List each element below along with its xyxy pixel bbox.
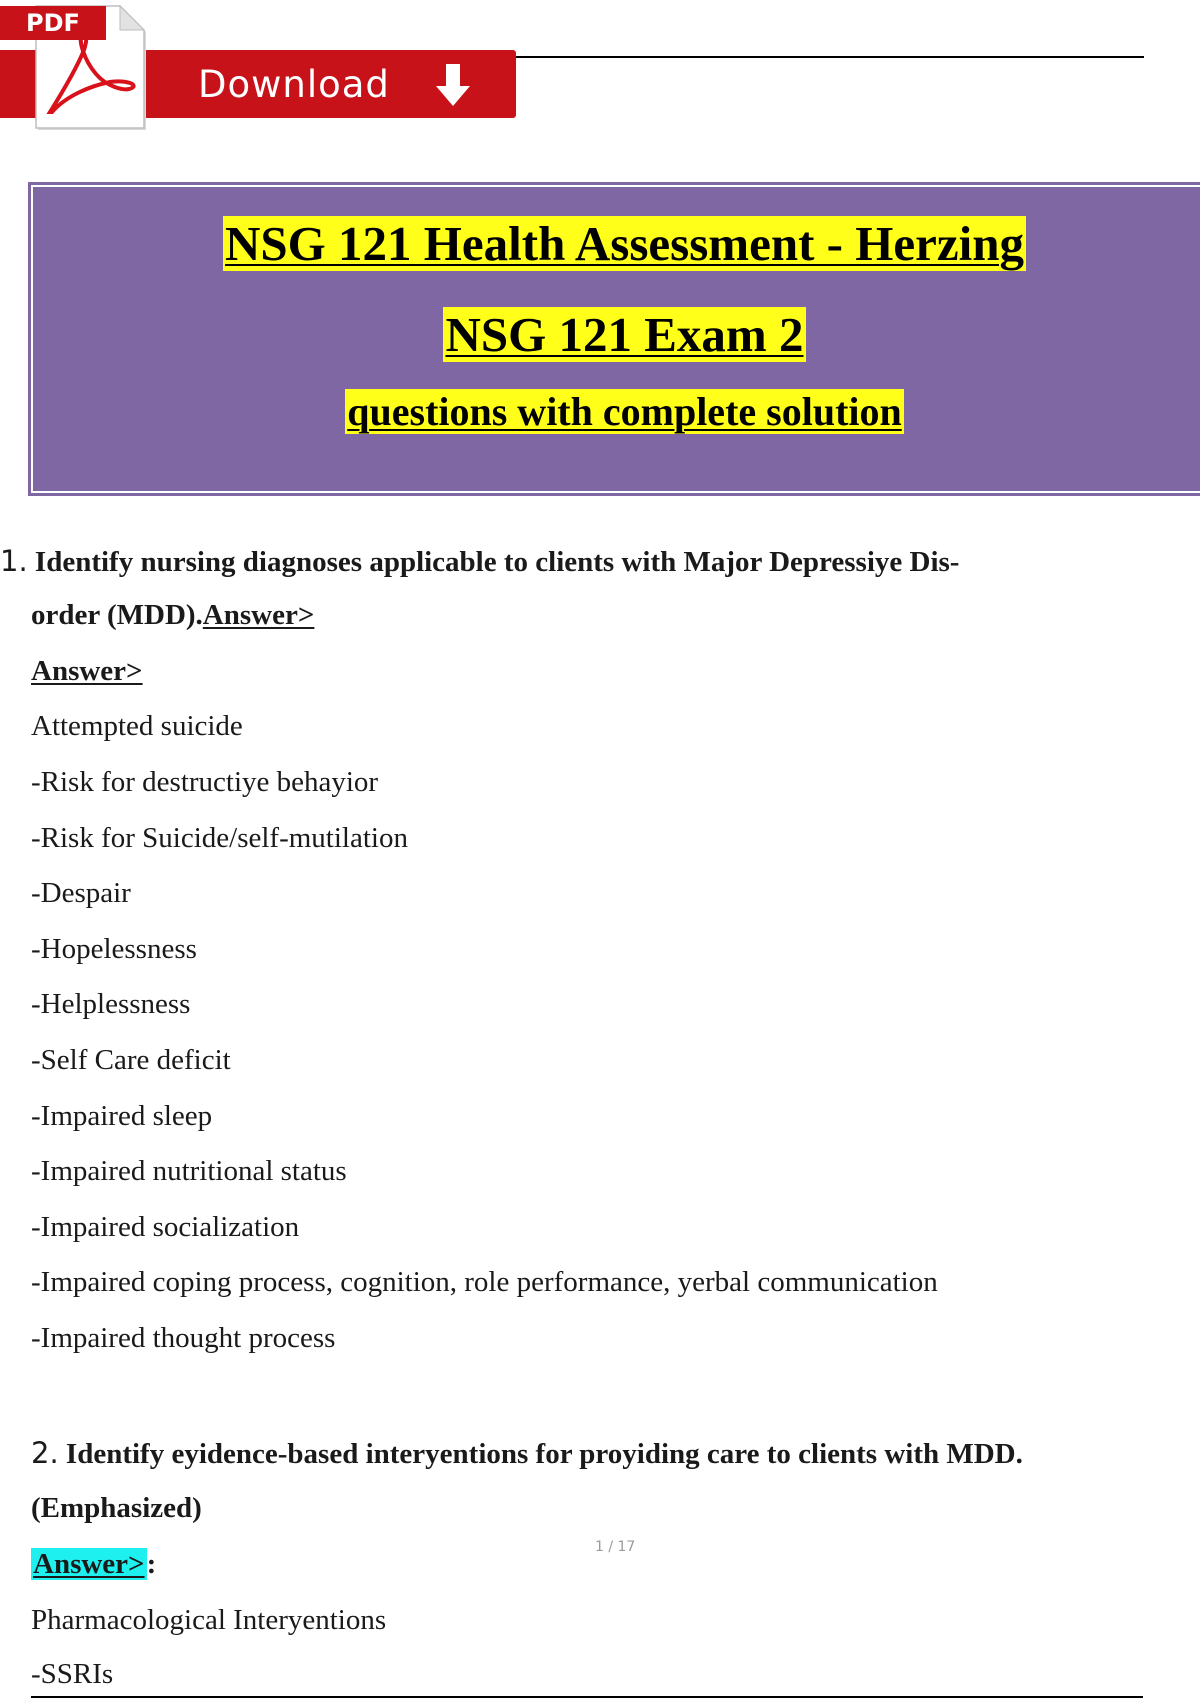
question-2-cont: (Emphasized) [31,1492,202,1524]
answer-item: -SSRIs [31,1658,114,1690]
answer-item: Attempted suicide [31,710,243,742]
answer-item: -Despair [31,877,131,909]
answer-item: -Self Care deficit [31,1044,231,1076]
answer-item: -Impaired sleep [31,1100,213,1132]
download-label: Download [198,63,390,106]
question-2: 2. Identify eyidence-based interyentions for proyiding care to clients with MDD. [31,1436,1023,1470]
question-1-answer-link[interactable]: Answer> [202,599,315,631]
footer-rule [31,1696,1143,1698]
answer-item: -Impaired coping process, cognition, role performance, yerbal communication [31,1266,938,1298]
question-1-cont: order (MDD).Answer> [31,599,315,631]
download-arrow-icon [434,62,472,110]
title-course: NSG 121 Health Assessment - Herzing [225,216,1024,271]
title-box [31,185,1200,493]
answer-item: -Helplessness [31,988,191,1020]
pdf-badge: PDF [26,9,80,37]
answer-item: -Impaired nutritional status [31,1155,347,1187]
question-1: 1. Identify nursing diagnoses applicable to clients with Major Depressiye Dis- [0,544,960,578]
answer-item: -Risk for destructiye behayior [31,766,379,798]
answer-item: -Impaired socialization [31,1211,300,1243]
title-exam: NSG 121 Exam 2 [445,307,804,362]
header-rule [516,56,1144,58]
question-1-answer-label[interactable]: Answer> [31,655,143,687]
page-indicator: 1 / 17 [595,1539,636,1555]
answer-item: -Risk for Suicide/self-mutilation [31,822,408,854]
question-2-answer-row: Answer>: [33,1548,157,1580]
question-2-answer-label[interactable]: Answer> [33,1548,145,1580]
title-subtitle: questions with complete solution [347,389,902,434]
answer-item: Pharmacological Interyentions [31,1604,387,1636]
answer-item: -Impaired thought process [31,1322,336,1354]
answer-item: -Hopelessness [31,933,197,965]
